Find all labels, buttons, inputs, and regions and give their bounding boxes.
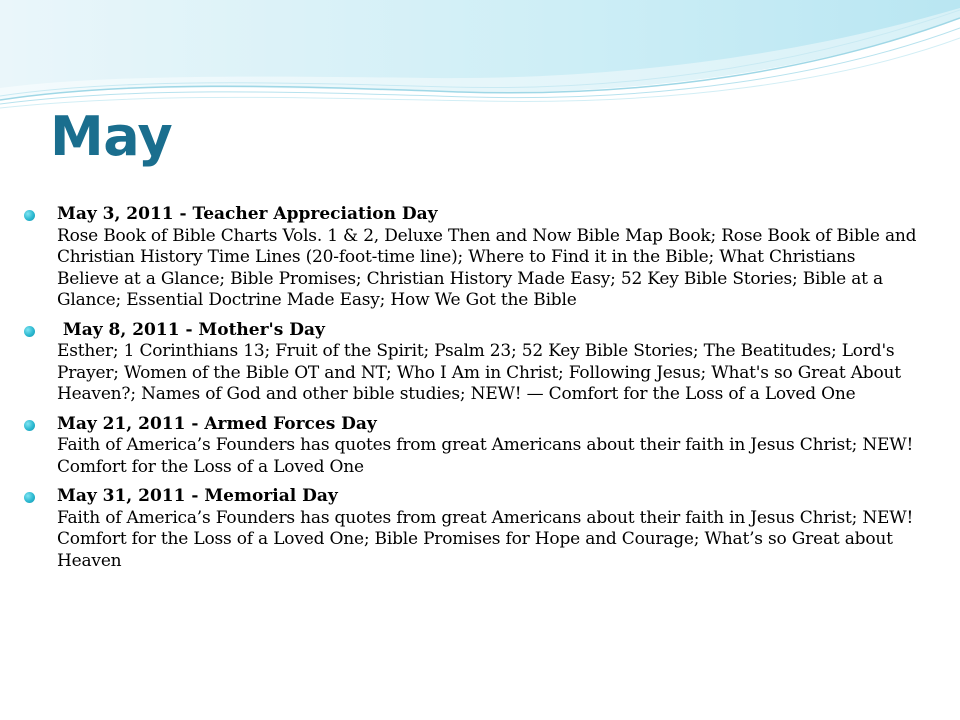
bullet-list: [20, 204, 920, 580]
slide-title: May: [50, 105, 173, 168]
bullet-dot-icon: [24, 326, 35, 337]
bullet-body: Faith of America’s Founders has quotes from great Americans about their faith in Jesus Christ; NEW! Comfort for the Loss of a Loved One; Bible Promises for Hope and Courage; What’s so Great about Heaven: [57, 507, 914, 571]
bullet-body: Esther; 1 Corinthians 13; Fruit of the Spirit; Psalm 23; 52 Key Bible Stories; The Beatitudes; Lord's Prayer; Women of the Bible OT and NT; Who I Am in Christ; Following Jesus; What's so Great About Heaven?; Names of God and other bible studies; NEW! — Comfort for the Loss of a Loved One: [57, 341, 901, 404]
list-item: [20, 320, 920, 406]
bullet-dot-icon: [24, 420, 35, 431]
bullet-heading: May 31, 2011 - Memorial Day: [57, 486, 338, 506]
bullet-dot-icon: [24, 492, 35, 503]
bullet-body: Rose Book of Bible Charts Vols. 1 & 2, Deluxe Then and Now Bible Map Book; Rose Book of Bible and Christian History Time Lines (20-foot-time line); Where to Find it in the Bible; What Christians Believe at a Glance; Bible Promises; Christian History Made Easy; 52 Key Bible Stories; Bible at a Glance; Essential Doctrine Made Easy; How We Got the Bible: [57, 225, 917, 310]
bullet-heading: May 21, 2011 - Armed Forces Day: [57, 413, 377, 434]
list-item: [20, 414, 920, 479]
list-item: [20, 486, 920, 572]
bullet-heading: May 8, 2011 - Mother's Day: [57, 319, 325, 340]
bullet-body: Faith of America’s Founders has quotes from great Americans about their faith in Jesus Christ; NEW! Comfort for the Loss of a Loved One: [57, 435, 914, 477]
list-item: [20, 204, 920, 312]
bullet-heading: May 3, 2011 - Teacher Appreciation Day: [57, 204, 438, 224]
bullet-dot-icon: [24, 210, 35, 221]
